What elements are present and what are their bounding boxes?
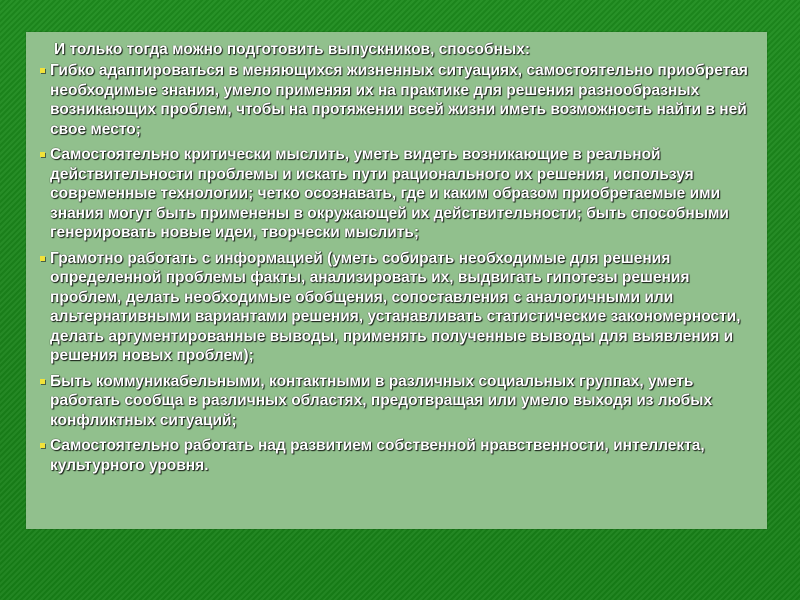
square-bullet-icon — [40, 68, 45, 73]
bullet-item-text: Грамотно работать с информацией (уметь собирать необходимые для решения определенной проблемы факты, анализировать их, выдвигать гипотезы решения проблем, делать необходимые обобщения, сопоставления с аналогичными или альтернативными вариантами решения, устанавливать статистические закономерности, делать аргументированные выводы, применять полученные выводы для выявления и решения новых проблем); — [50, 249, 741, 364]
bullet-item-adapt — [40, 61, 758, 139]
square-bullet-icon — [40, 443, 45, 448]
bullet-item-self-development — [40, 436, 758, 475]
bullet-item-text: Самостоятельно критически мыслить, уметь видеть возникающие в реальной действительности проблемы и искать пути рационального их решения, используя современные технологии; четко осознавать, где и каким образом приобретаемые ими знания могут быть применены в окружающей их действительности; быть способными генерировать новые идеи, творчески мыслить; — [50, 146, 729, 241]
bullet-item-communication — [40, 372, 758, 431]
square-bullet-icon — [40, 152, 45, 157]
square-bullet-icon — [40, 256, 45, 261]
bullet-list — [40, 61, 758, 481]
bullet-item-text: Самостоятельно работать над развитием собственной нравственности, интеллекта, культурного уровня. — [50, 437, 705, 474]
square-bullet-icon — [40, 379, 45, 384]
lead-sentence: И только тогда можно подготовить выпускников, способных: — [54, 41, 530, 58]
bullet-item-critical-thinking — [40, 145, 758, 243]
bullet-item-text: Гибко адаптироваться в меняющихся жизненных ситуациях, самостоятельно приобретая необходимые знания, умело применяя их на практике для решения разнообразных возникающих проблем, чтобы на протяжении всей жизни иметь возможность найти в ней свое место; — [50, 62, 748, 138]
bullet-item-information — [40, 249, 758, 366]
bullet-item-text: Быть коммуникабельными, контактными в различных социальных группах, уметь работать сообща в различных областях, предотвращая или умело выходя из любых конфликтных ситуаций; — [50, 372, 713, 429]
